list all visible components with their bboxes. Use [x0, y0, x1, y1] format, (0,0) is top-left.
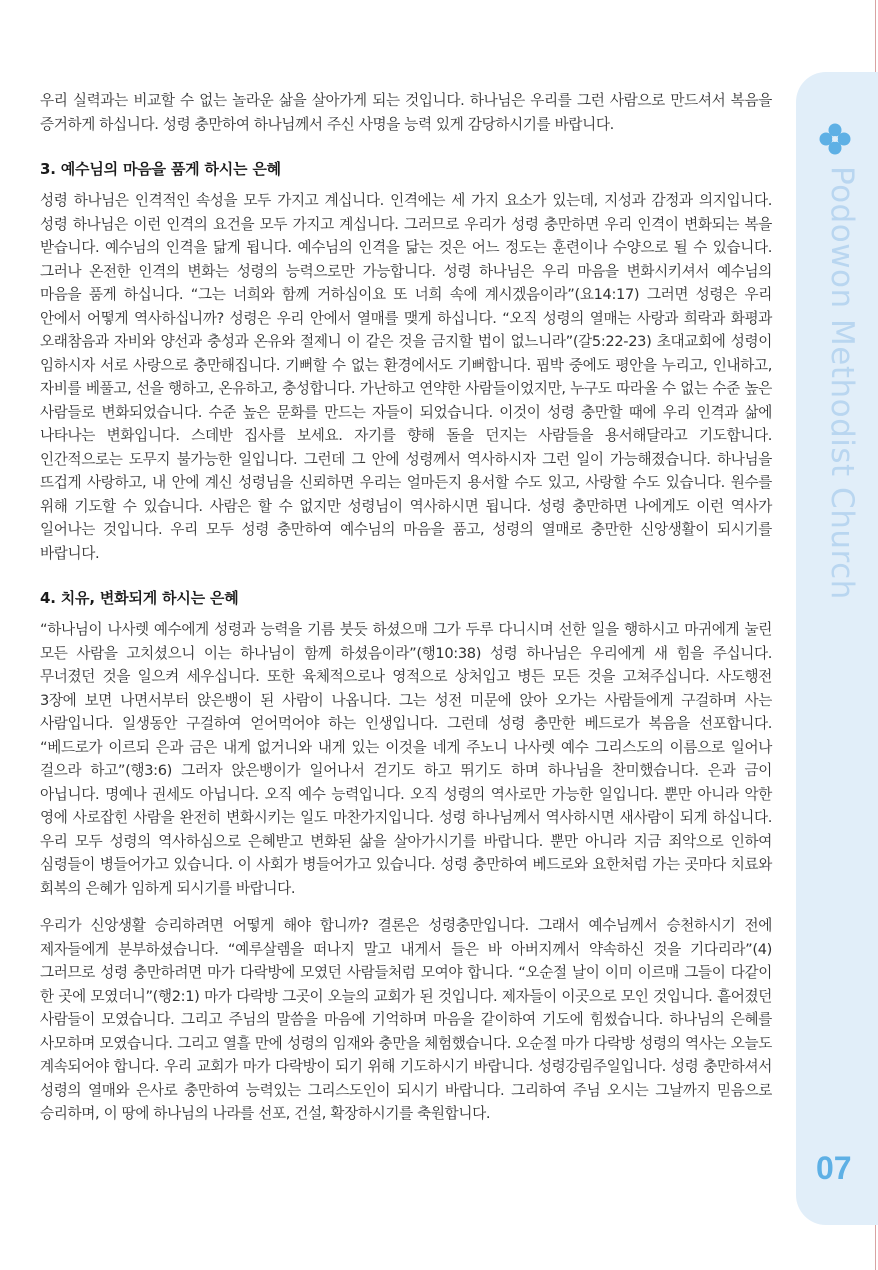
page-number: 07: [816, 1150, 852, 1186]
closing-paragraph: 우리가 신앙생활 승리하려면 어떻게 해야 합니까? 결론은 성령충만입니다. 그래서 예수님께서 승천하시기 전에 제자들에게 분부하셨습니다. “예루살렘을 떠나지 말고 내게서 들은 바 아버지께서 약속하신 것을 기다리라”(4) 그러므로 성령 충만하려면 마가 다락방에 모였던 사람들처럼 모여야 합니다. “오순절 날이 이미 이르매 그들이 다같이 한 곳에 모였더니”(행2:1) 마가 다락방 그곳이 오늘의 교회가 된 것입니다. 제자들이 이곳으로 모인 것입니다. 흩어졌던 사람들이 모였습니다. 그리고 주님의 말씀을 마음에 기억하며 마음을 같이하여 기도에 힘썼습니다. 하나님의 은혜를 사모하며 모였습니다. 그리고 열흘 만에 성령의 임재와 충만을 체험했습니다. 오순절 마가 다락방 성령의 역사는 오늘도 계속되어야 합니다. 우리 교회가 마가 다락방이 되기 위해 기도하시기 바랍니다. 성령강림주일입니다. 성령 충만하셔서 성령의 열매와 은사로 충만하여 능력있는 그리스도인이 되시기 바랍니다. 그리하여 주님 오시는 그날까지 믿음으로 승리하며, 이 땅에 하나님의 나라를 선포, 건설, 확장하시기를 축원합니다.: [40, 917, 772, 1122]
article-body: [40, 89, 772, 1126]
section-4-heading: 4. 치유, 변화되게 하시는 은혜: [40, 589, 239, 607]
section-3-heading: 3. 예수님의 마음을 품게 하시는 은혜: [40, 160, 281, 178]
section-4-paragraph: “하나님이 나사렛 예수에게 성령과 능력을 기름 붓듯 하셨으매 그가 두루 다니시며 선한 일을 행하시고 마귀에게 눌린 모든 사람을 고치셨으니 이는 하나님이 함께 하셨음이라”(행10:38) 성령 하나님은 우리에게 새 힘을 주십니다. 무너졌던 것을 일으켜 세우십니다. 또한 육체적으로나 영적으로 상처입고 병든 모든 것을 고쳐주십니다. 사도행전 3장에 보면 나면서부터 앉은뱅이 된 사람이 나옵니다. 그는 성전 미문에 앉아 오가는 사람들에게 구걸하며 사는 사람입니다. 일생동안 구걸하여 얻어먹어야 하는 인생입니다. 그런데 성령 충만한 베드로가 복음을 선포합니다. “베드로가 이르되 은과 금은 내게 없거니와 내게 있는 이것을 네게 주노니 나사렛 예수 그리스도의 이름으로 일어나 걸으라 하고”(행3:6) 그러자 앉은뱅이가 일어나서 걷기도 하고 뛰기도 하며 하나님을 찬미했습니다. 은과 금이 아닙니다. 명예나 권세도 아닙니다. 오직 예수 능력입니다. 오직 성령의 역사로만 가능한 일입니다. 뿐만 아니라 악한 영에 사로잡힌 사람을 완전히 변화시키는 일도 마찬가지입니다. 성령 하나님께서 역사하시면 새사람이 되게 하십니다. 우리 모두 성령의 역사하심으로 은혜받고 변화된 삶을 살아가시기를 바랍니다. 뿐만 아니라 지금 죄악으로 인하여 심령들이 병들어가고 있습니다. 이 사회가 병들어가고 있습니다. 성령 충만하여 베드로와 요한처럼 가는 곳마다 치료와 회복의 은혜가 임하게 되시기를 바랍니다.: [40, 621, 772, 897]
intro-paragraph: 우리 실력과는 비교할 수 없는 놀라운 삶을 살아가게 되는 것입니다. 하나님은 우리를 그런 사람으로 만드셔서 복음을 증거하게 하십니다. 성령 충만하여 하나님께서 주신 사명을 능력 있게 감당하시기를 바랍니다.: [40, 92, 772, 133]
section-3-paragraph: 성령 하나님은 인격적인 속성을 모두 가지고 계십니다. 인격에는 세 가지 요소가 있는데, 지성과 감정과 의지입니다. 성령 하나님은 이런 인격의 요건을 모두 가지고 계십니다. 그러므로 우리가 성령 충만하면 우리 인격이 변화되는 복을 받습니다. 예수님의 인격을 닮게 됩니다. 예수님의 인격을 닮는 것은 어느 정도는 훈련이나 수양으로 될 수 있습니다. 그러나 온전한 인격의 변화는 성령의 능력으로만 가능합니다. 성령 하나님은 우리 마음을 변화시키셔서 예수님의 마음을 품게 하십니다. “그는 너희와 함께 거하심이요 또 너희 속에 계시겠음이라”(요14:17) 그러면 성령은 우리 안에서 어떻게 역사하십니까? 성령은 우리 안에서 열매를 맺게 하십니다. “오직 성령의 열매는 사랑과 희락과 화평과 오래참음과 자비와 양선과 충성과 온유와 절제니 이 같은 것을 금지할 법이 없느니라”(갈5:22-23) 초대교회에 성령이 임하시자 서로 사랑으로 충만해집니다. 기뻐할 수 없는 환경에서도 기뻐합니다. 핍박 중에도 평안을 누리고, 인내하고, 자비를 베풀고, 선을 행하고, 온유하고, 충성합니다. 가난하고 연약한 사람들이었지만, 누구도 따라올 수 없는 수준 높은 사람들로 변화되었습니다. 수준 높은 문화를 만드는 자들이 되었습니다. 이것이 성령 충만할 때에 우리 인격과 삶에 나타나는 변화입니다. 스데반 집사를 보세요. 자기를 향해 돌을 던지는 사람들을 용서해달라고 기도합니다. 인간적으로는 도무지 불가능한 일입니다. 그런데 그 안에 성령께서 역사하시자 그런 일이 가능해졌습니다. 하나님을 뜨겁게 사랑하고, 내 안에 계신 성령님을 신뢰하면 우리는 얼마든지 용서할 수도 있고, 사랑할 수도 있습니다. 원수를 위해 기도할 수 있습니다. 사람은 할 수 없지만 성령님이 역사하시면 됩니다. 성령 충만하면 나에게도 이런 역사가 일어나는 것입니다. 우리 모두 성령 충만하여 예수님의 마음을 품고, 성령의 열매로 충만한 신앙생활이 되시기를 바랍니다.: [40, 192, 772, 562]
church-name-vertical: Podowon Methodist Church: [824, 166, 860, 600]
side-tab: [796, 72, 878, 1225]
grape-cluster-icon: [818, 122, 852, 156]
